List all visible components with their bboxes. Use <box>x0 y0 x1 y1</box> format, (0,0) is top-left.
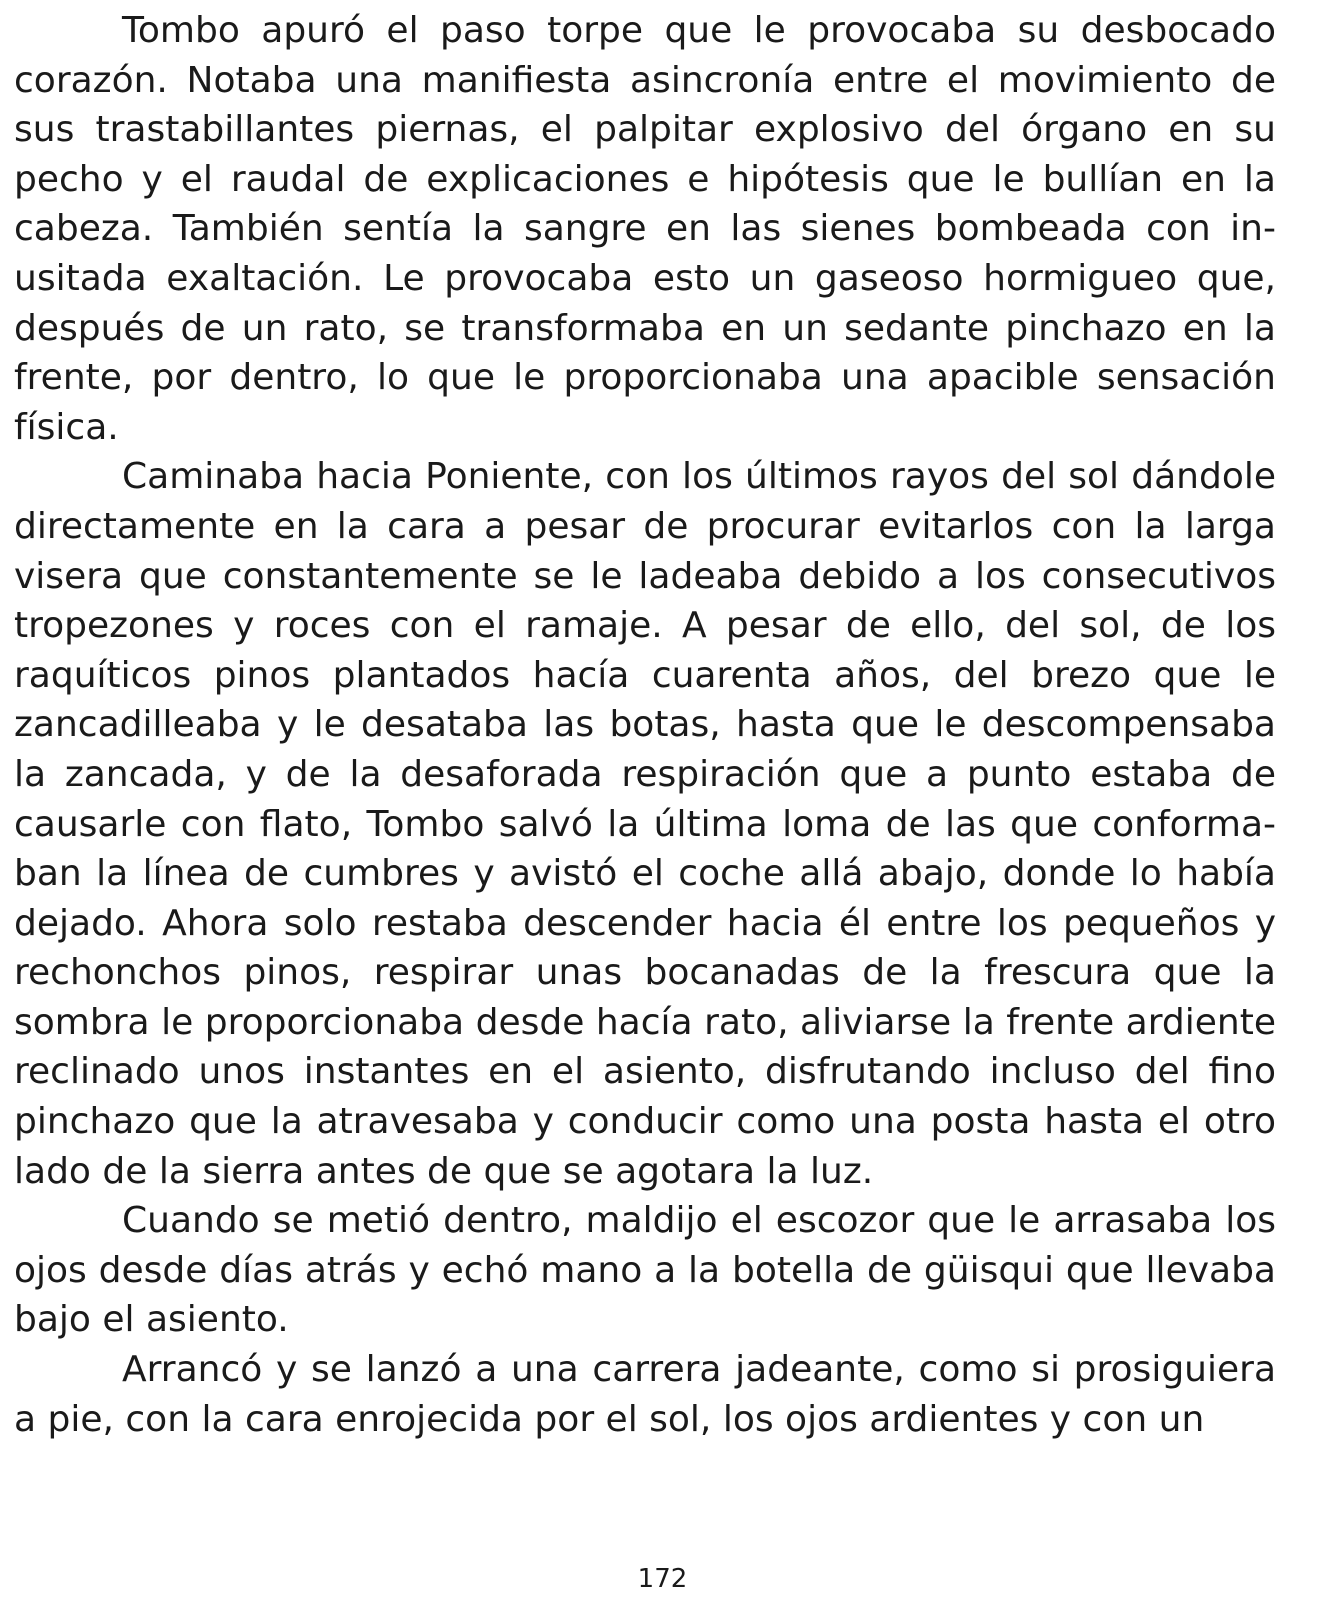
paragraph-3: Cuando se metió dentro, maldijo el escozor que le arrasaba los ojos desde días atrás y echó mano a la botella de güisqui que llevaba bajo el asiento. <box>14 1200 1276 1341</box>
paragraph-2: Caminaba hacia Poniente, con los últimos rayos del sol dándole directamente en la cara a pesar de procurar evitarlos con la larga visera que constantemente se le ladeaba debido a los consecutivos tropezones y roces con el ramaje. A pesar de ello, del sol, de los raquíticos pinos plantados hacía cuarenta años, del brezo que le zancadilleaba y le desataba las botas, hasta que le descompensaba la zancada, y de la desaforada respiración que a punto estaba de causarle con flato, Tombo salvó la última loma de las que conformaban la línea de cumbres y avistó el coche allá abajo, donde lo había dejado. Ahora solo restaba descender hacia él entre los pequeños y rechonchos pinos, respirar unas bocanadas de la frescura que la sombra le proporcionaba desde hacía rato, aliviarse la frente ardiente reclinado unos instantes en el asiento, disfrutando incluso del fino pinchazo que la atravesaba y conducir como una posta hasta el otro lado de la sierra antes de que se agotara la luz. <box>14 456 1276 1192</box>
body-text <box>14 6 1276 1444</box>
paragraph-1: Tombo apuró el paso torpe que le provocaba su desbocado corazón. Notaba una manifiesta asincronía entre el movimiento de sus trastabillantes piernas, el palpitar explosivo del órgano en su pecho y el raudal de explicaciones e hipótesis que le bullían en la cabeza. También sentía la sangre en las sienes bombeada con inusitada exaltación. Le provocaba esto un gaseoso hormigueo que, después de un rato, se transformaba en un sedante pinchazo en la frente, por dentro, lo que le proporcionaba una apacible sensación física. <box>14 10 1276 448</box>
page-number: 172 <box>637 1564 688 1594</box>
paragraph-4: Arrancó y se lanzó a una carrera jadeante, como si prosiguiera a pie, con la cara enrojecida por el sol, los ojos ardientes y con un <box>14 1349 1276 1440</box>
